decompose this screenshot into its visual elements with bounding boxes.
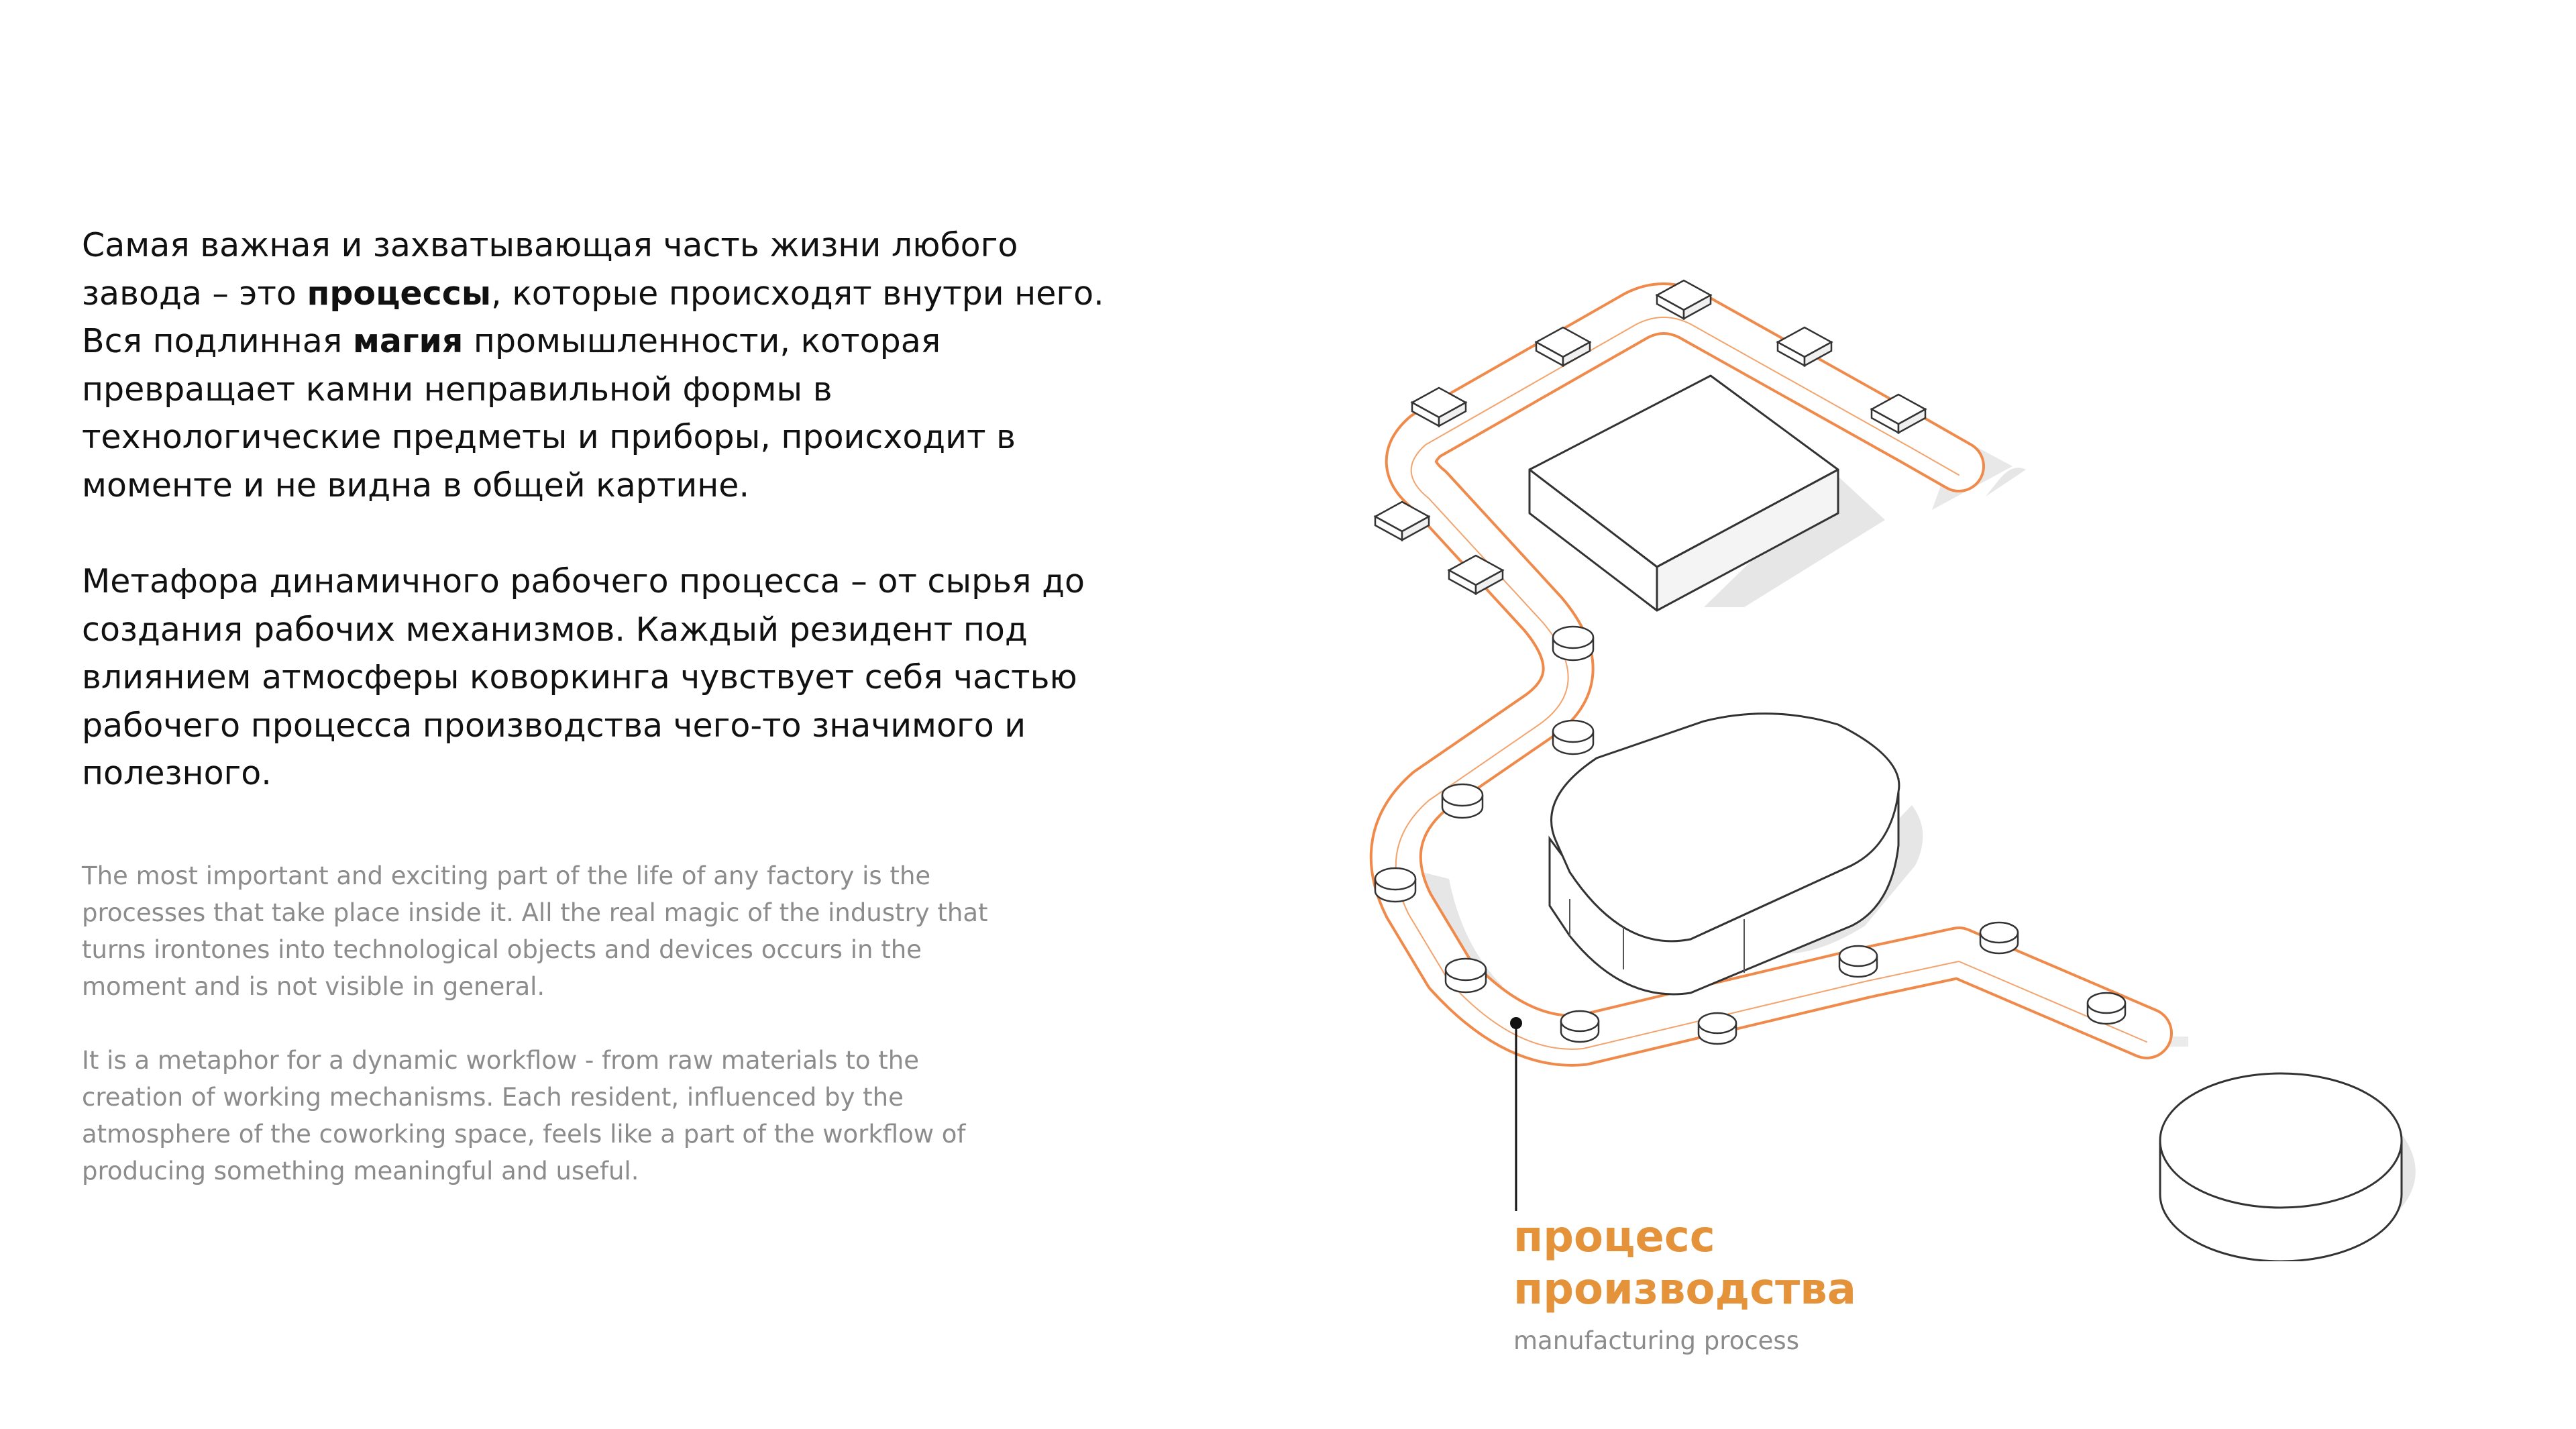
highlight-processes: процессы <box>307 274 492 313</box>
ru-paragraph-2: Метафора динамичного рабочего процесса – от сырья до создания рабочих механизмов. Каждый резидент под влиянием атмосферы коворкинга чувствует себя частью рабочего процесса производства чего-то значимого и полезного. <box>82 562 1085 792</box>
process-label-subtitle: manufacturing process <box>1513 1326 1799 1355</box>
round-disk <box>2160 1073 2402 1261</box>
russian-description <box>82 221 1128 798</box>
process-label <box>1513 1211 1856 1316</box>
english-description <box>82 857 1021 1189</box>
en-paragraph-1: The most important and exciting part of the life of any factory is the processes that take place inside it. All the real magic of the industry that turns irontones into technological objects and devices occurs in the moment and is not visible in general. <box>82 861 988 1001</box>
process-label-line-2: производства <box>1513 1265 1856 1314</box>
conveyor-illustration <box>1301 255 2442 1261</box>
highlight-magic: магия <box>352 322 464 360</box>
ru-paragraph-1: Самая важная и захватывающая часть жизни любого завода – это процессы, которые происходят внутри него. Вся подлинная магия промышленности, которая превращает камни неправильной формы в технологические предметы и приборы, происходит в моменте и не видна в общей картине. <box>82 226 1104 505</box>
process-label-line-1: процесс <box>1513 1212 1715 1262</box>
en-paragraph-2: It is a metaphor for a dynamic workflow - from raw materials to the creation of working mechanisms. Each resident, influenced by the atmosphere of the coworking space, feels like a part of the workflow of producing something meaningful and useful. <box>82 1046 966 1185</box>
